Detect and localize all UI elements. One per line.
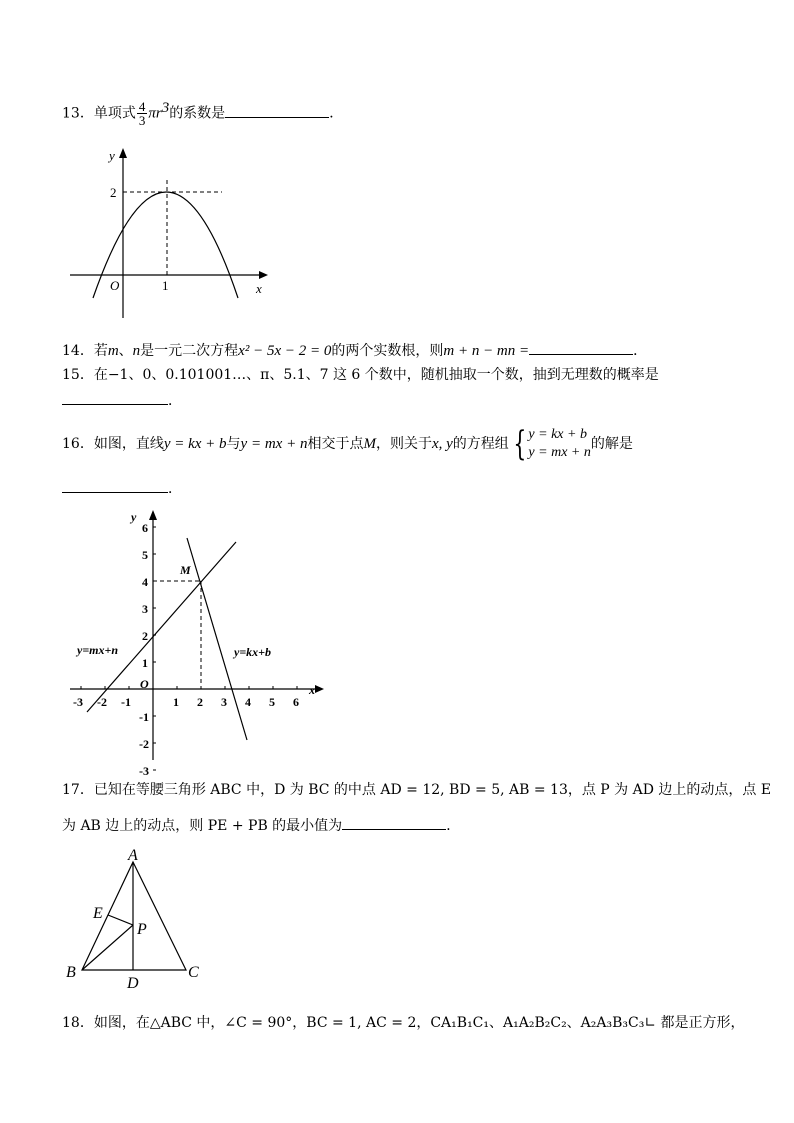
y-tick-label: -1: [139, 710, 149, 724]
question-13: 13．单项式 $\frac{4}{3}$ $\pi r^3$的系数是 ．: [62, 99, 344, 129]
equation-system: y = kx + b y = mx + n: [528, 427, 591, 460]
question-15-answer-line: ．: [62, 390, 182, 411]
intersection-point-label: M: [180, 563, 191, 577]
x-tick-label: 5: [269, 695, 275, 709]
answer-blank[interactable]: [62, 478, 168, 493]
vertex-a-label: A: [128, 847, 138, 864]
y-axis-label: y: [109, 148, 115, 163]
x-tick-label: 1: [162, 278, 169, 293]
parabola-figure: [62, 140, 282, 320]
line1-label: y=mx+n: [77, 643, 119, 657]
y-tick-label: 4: [142, 575, 148, 589]
system-brace: {: [513, 424, 527, 464]
x-axis-label: x: [256, 281, 262, 296]
point-d-label: D: [127, 975, 139, 992]
answer-blank[interactable]: [529, 340, 633, 355]
x-tick-label: 6: [293, 695, 299, 709]
x-tick-label: 1: [173, 695, 179, 709]
question-17-line2: 为 AB 边上的动点，则 PE + PB 的最小值为 ．: [62, 815, 460, 836]
y-tick-label: 2: [142, 629, 148, 643]
answer-blank[interactable]: [225, 103, 329, 118]
x-tick-label: -2: [97, 695, 107, 709]
fraction: $\frac{4}{3}$: [138, 99, 146, 129]
x-tick-label: -3: [73, 695, 83, 709]
segment-pb: [82, 925, 133, 970]
question-18: 18．如图，在△ABC 中，∠C = 90°，BC = 1, AC = 2，CA₁B₁C₁、A₁A₂B₂C₂、A₂A₃B₃C₃∟ 都是正方形，: [62, 1015, 745, 1031]
triangle-figure: [62, 840, 222, 990]
question-17: 17．已知在等腰三角形 ABC 中，D 为 BC 的中点 AD = 12, BD = 5, AB = 13，点 P 为 AD 边上的动点，点 E: [62, 782, 772, 798]
y-tick-label: -3: [139, 764, 149, 778]
question-15: 15．在−1、0、0.101001…、π、5.1、7 这 6 个数中，随机抽取一个数，抽到无理数的概率是: [62, 367, 659, 383]
y-tick-label: 5: [142, 548, 148, 562]
vertex-b-label: B: [66, 964, 76, 981]
y-tick-label: 3: [142, 602, 148, 616]
point-e-label: E: [93, 905, 103, 922]
origin-label: O: [110, 278, 120, 293]
x-tick-label: -1: [121, 695, 131, 709]
x-tick-label: 2: [197, 695, 203, 709]
y-axis-arrow: [119, 148, 127, 158]
vertex-c-label: C: [188, 964, 199, 981]
x-tick-label: 3: [221, 695, 227, 709]
question-16: 16．如图，直线y = kx + b与y = mx + n相交于点M，则关于x, y的方程组 { y = kx + b y = mx + n 的解是: [62, 424, 633, 464]
y-tick-label: 2: [110, 185, 117, 200]
lines-figure: [62, 502, 332, 778]
segment-pe: [108, 915, 133, 925]
point-p-label: P: [137, 921, 147, 938]
question-16-answer-line: ．: [62, 478, 182, 499]
x-tick-label: 4: [245, 695, 251, 709]
y-tick-label: 6: [142, 521, 148, 535]
y-tick-label: 1: [142, 656, 148, 670]
origin-label: O: [140, 677, 149, 691]
question-14: 14．若m、n是一元二次方程x² − 5x − 2 = 0的两个实数根，则m + n − mn = ．: [62, 340, 647, 361]
line2-label: y=kx+b: [234, 645, 272, 659]
y-tick-label: -2: [139, 737, 149, 751]
x-axis-label: x: [309, 683, 315, 697]
y-axis-arrow: [149, 510, 157, 520]
x-axis-arrow: [315, 685, 324, 693]
y-axis-label: y: [131, 510, 137, 524]
answer-blank[interactable]: [342, 815, 446, 830]
x-axis-arrow: [259, 271, 268, 279]
answer-blank[interactable]: [62, 390, 168, 405]
line-kx-plus-b: [187, 538, 247, 740]
